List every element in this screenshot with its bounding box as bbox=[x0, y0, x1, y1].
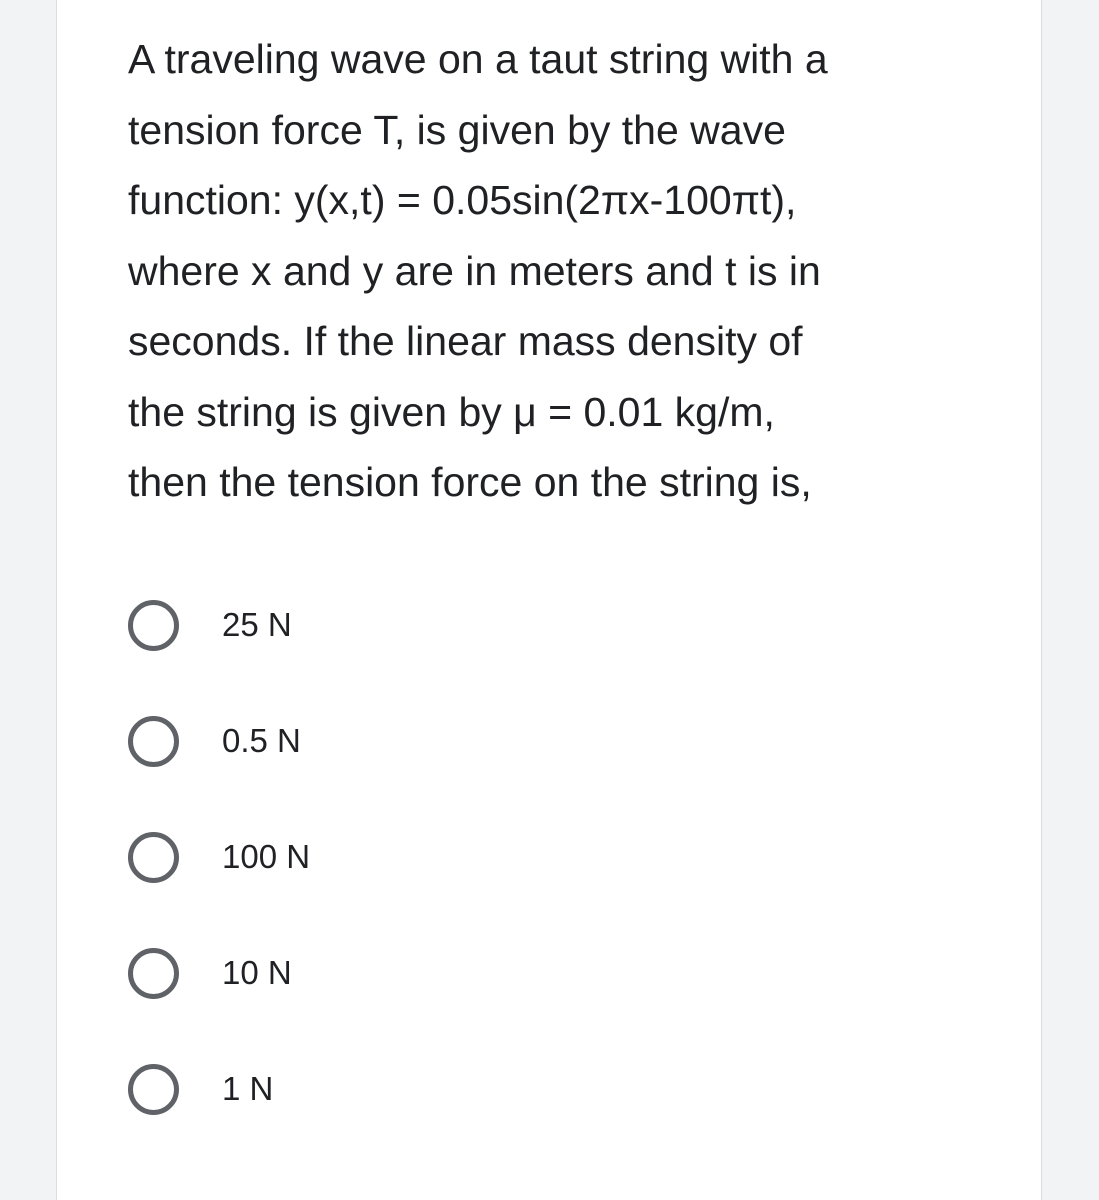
question-line: the string is given by μ = 0.01 kg/m, bbox=[128, 388, 775, 435]
question-line: then the tension force on the string is, bbox=[128, 459, 812, 505]
option-1-n[interactable] bbox=[128, 1049, 728, 1129]
radio-button-icon[interactable] bbox=[128, 716, 179, 767]
question-line: A traveling wave on a taut string with a bbox=[128, 36, 828, 82]
question-card bbox=[56, 0, 1042, 1200]
question-line: function: y(x,t) = 0.05sin(2πx-100πt), bbox=[128, 177, 797, 223]
radio-button-icon[interactable] bbox=[128, 600, 179, 651]
question-line: where x and y are in meters and t is in bbox=[128, 247, 821, 294]
radio-button-icon[interactable] bbox=[128, 832, 179, 883]
option-label: 10 N bbox=[222, 954, 292, 991]
option-10-n[interactable] bbox=[128, 933, 728, 1013]
radio-button-icon[interactable] bbox=[128, 1064, 179, 1115]
question-text bbox=[128, 24, 1008, 518]
answer-options bbox=[128, 585, 728, 1165]
option-100-n[interactable] bbox=[128, 817, 728, 897]
option-label: 100 N bbox=[222, 838, 311, 875]
radio-button-icon[interactable] bbox=[128, 948, 179, 999]
option-label: 0.5 N bbox=[222, 722, 301, 759]
question-line: seconds. If the linear mass density of bbox=[128, 318, 803, 364]
option-label: 25 N bbox=[222, 606, 292, 643]
option-0-5-n[interactable] bbox=[128, 701, 728, 781]
option-label: 1 N bbox=[222, 1070, 274, 1107]
question-line: tension force T, is given by the wave bbox=[128, 106, 786, 153]
option-25-n[interactable] bbox=[128, 585, 728, 665]
